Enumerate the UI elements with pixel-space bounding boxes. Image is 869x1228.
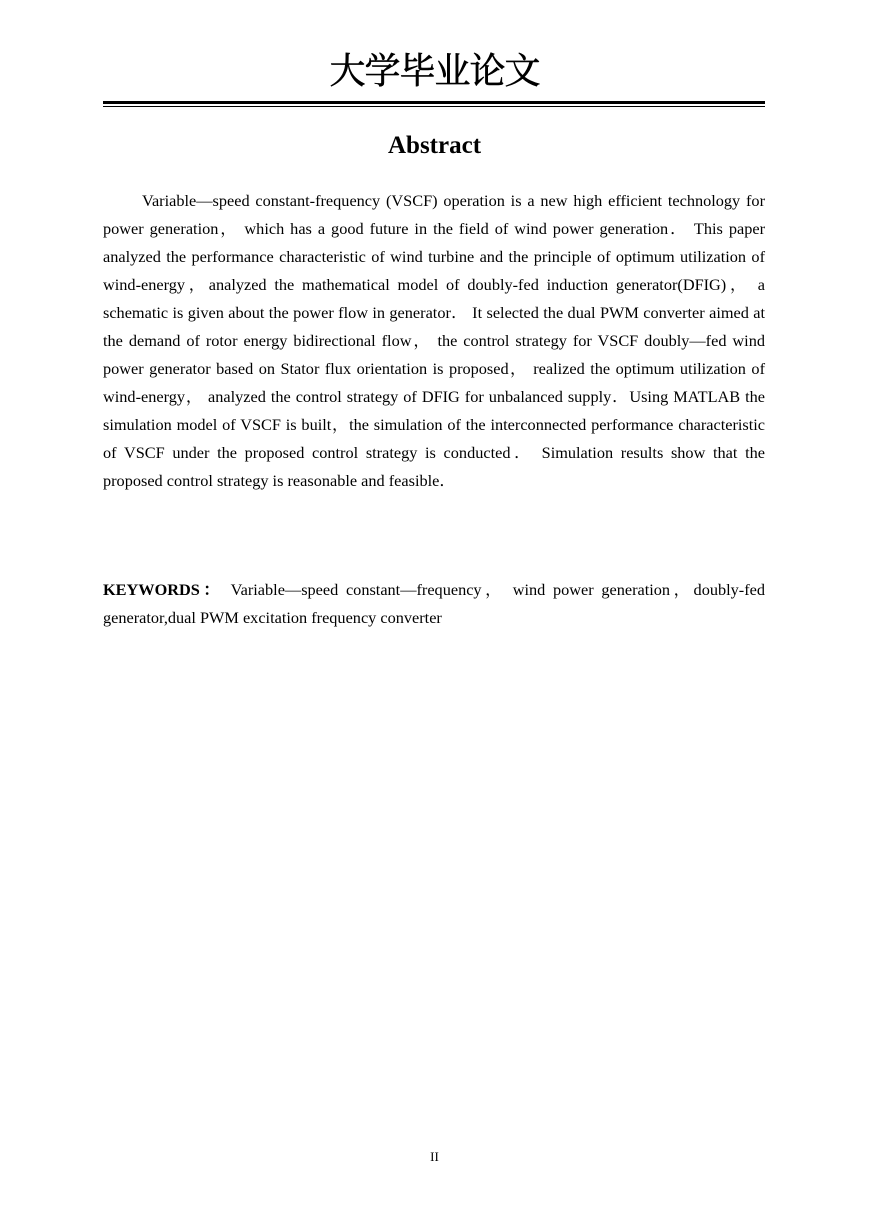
keywords-label: KEYWORDS： bbox=[103, 580, 224, 599]
header-rule-thin bbox=[103, 106, 765, 107]
header-title: 大学毕业论文 bbox=[329, 51, 540, 92]
section-title: Abstract bbox=[387, 132, 482, 159]
header-rule-thick bbox=[103, 101, 765, 104]
page-number: II bbox=[430, 1149, 439, 1164]
keywords-text: Variable—speed constant—frequency， wind power generation，doubly-fed generator,dual PWM excitation frequency converter bbox=[103, 580, 765, 627]
abstract-paragraph: Variable—speed constant-frequency (VSCF) operation is a new high efficient technology for power generation， which has a good future in the field of wind power generation． This paper analyzed the performance characteristic of wind turbine and the principle of optimum utilization of wind-energy，analyzed the mathematical model of doubly-fed induction generator(DFIG)， a schematic is given about the power flow in generator． It selected the dual PWM converter aimed at the demand of rotor energy bidirectional flow， the control strategy for VSCF doubly—fed wind power generator based on Stator flux orientation is proposed， realized the optimum utilization of wind-energy， analyzed the control strategy of DFIG for unbalanced supply．Using MATLAB the simulation model of VSCF is built，the simulation of the interconnected performance characteristic of VSCF under the proposed control strategy is conducted． Simulation results show that the proposed control strategy is reasonable and feasible． bbox=[103, 191, 765, 490]
keywords-line bbox=[103, 576, 765, 632]
